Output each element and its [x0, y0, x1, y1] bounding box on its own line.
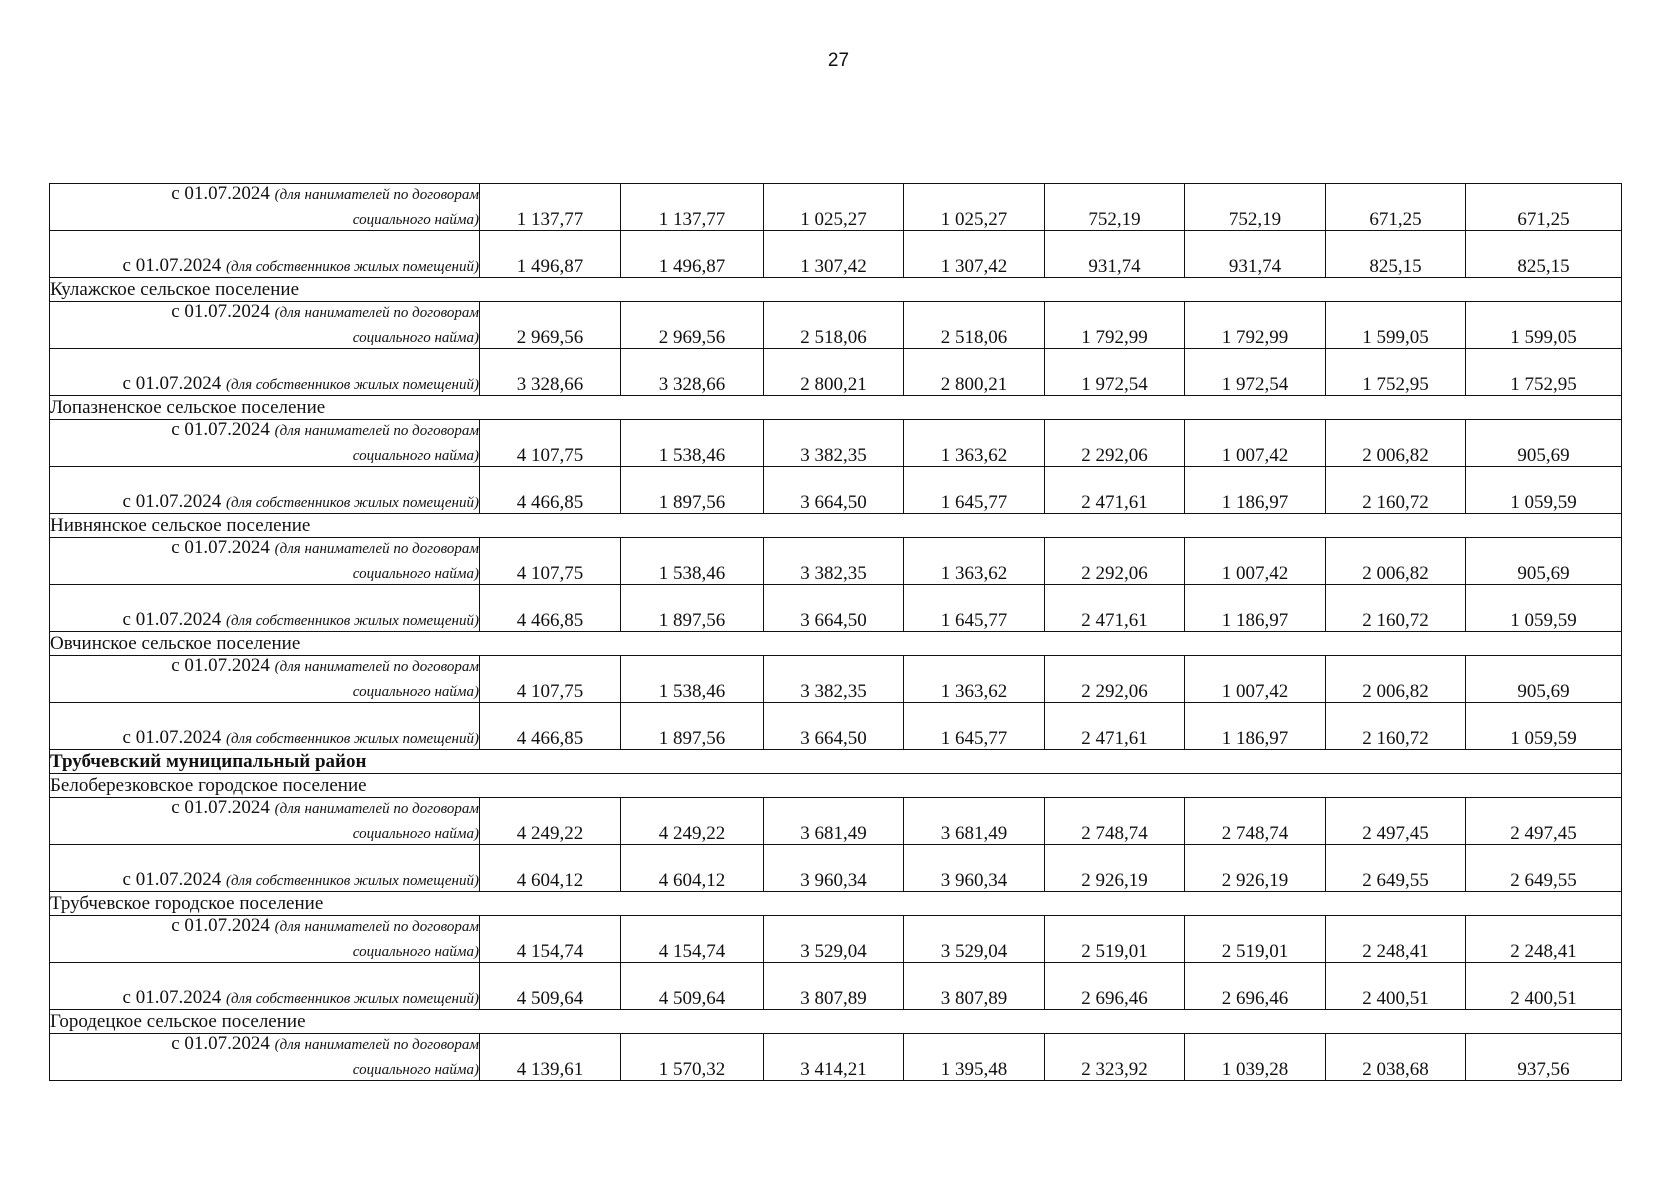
label-line-1	[50, 302, 479, 323]
tenant-note-continuation: социального найма)	[352, 684, 479, 700]
tariff-value: 1 186,97	[1185, 585, 1326, 632]
tariff-row	[50, 420, 1622, 467]
owner-note: (для собственников жилых помещений)	[225, 495, 479, 511]
tariff-value: 2 926,19	[1045, 845, 1185, 892]
settlement-name: Нивнянское сельское поселение	[50, 514, 1622, 538]
effective-date: с 01.07.2024	[122, 255, 222, 276]
tariff-value: 931,74	[1045, 231, 1185, 278]
tariff-value: 752,19	[1185, 184, 1326, 231]
tenant-note-continuation: социального найма)	[352, 330, 479, 346]
tariff-value: 1 025,27	[764, 184, 904, 231]
tariff-value: 3 328,66	[621, 349, 764, 396]
tariff-value: 3 960,34	[764, 845, 904, 892]
tariff-value: 2 323,92	[1045, 1034, 1185, 1081]
tariff-value: 4 604,12	[621, 845, 764, 892]
tariff-row-label	[50, 349, 480, 396]
effective-date: с 01.07.2024	[122, 609, 222, 630]
tariff-row-label	[50, 656, 480, 703]
tariff-row-label	[50, 845, 480, 892]
effective-date: с 01.07.2024	[122, 727, 222, 748]
label-line	[50, 728, 479, 749]
tariff-value: 1 897,56	[621, 585, 764, 632]
settlement-name: Городецкое сельское поселение	[50, 1010, 1622, 1034]
label-line	[50, 988, 479, 1009]
tariff-value: 1 307,42	[904, 231, 1045, 278]
effective-date: с 01.07.2024	[122, 869, 222, 890]
tariff-value: 2 800,21	[764, 349, 904, 396]
tariff-row-label	[50, 963, 480, 1010]
tariff-row-label	[50, 1034, 480, 1081]
tenant-note: (для нанимателей по договорам	[274, 659, 479, 675]
tariff-value: 3 382,35	[764, 420, 904, 467]
tariff-value: 2 471,61	[1045, 703, 1185, 750]
tariff-value: 1 363,62	[904, 538, 1045, 585]
tariff-row-label	[50, 302, 480, 349]
tariff-value: 1 897,56	[621, 703, 764, 750]
tariff-value: 1 645,77	[904, 467, 1045, 514]
tariff-value: 2 160,72	[1326, 703, 1466, 750]
tariff-value: 2 292,06	[1045, 420, 1185, 467]
tariff-row-label	[50, 467, 480, 514]
effective-date: с 01.07.2024	[122, 987, 222, 1008]
label-line	[50, 374, 479, 395]
tariff-value: 1 538,46	[621, 538, 764, 585]
owner-note: (для собственников жилых помещений)	[225, 731, 479, 747]
tariff-value: 2 649,55	[1466, 845, 1622, 892]
tariff-value: 2 969,56	[621, 302, 764, 349]
owner-note: (для собственников жилых помещений)	[225, 613, 479, 629]
tenant-note: (для нанимателей по договорам	[274, 541, 479, 557]
tariff-row	[50, 467, 1622, 514]
tariff-value: 2 696,46	[1045, 963, 1185, 1010]
owner-note: (для собственников жилых помещений)	[225, 259, 479, 275]
tariff-value: 1 039,28	[1185, 1034, 1326, 1081]
settlement-header-row	[50, 774, 1622, 798]
tariff-value: 1 972,54	[1185, 349, 1326, 396]
tariff-value: 937,56	[1466, 1034, 1622, 1081]
tariff-value: 1 363,62	[904, 656, 1045, 703]
tariff-row	[50, 184, 1622, 231]
tariff-value: 1 496,87	[621, 231, 764, 278]
effective-date: с 01.07.2024	[171, 301, 270, 322]
tenant-note-continuation: социального найма)	[352, 1062, 479, 1078]
settlement-header-row	[50, 278, 1622, 302]
tariff-value: 1 137,77	[480, 184, 621, 231]
tariff-value: 3 807,89	[764, 963, 904, 1010]
tariff-row	[50, 798, 1622, 845]
label-line-1	[50, 916, 479, 937]
tariff-value: 3 414,21	[764, 1034, 904, 1081]
tariff-value: 1 972,54	[1045, 349, 1185, 396]
tariff-value: 671,25	[1466, 184, 1622, 231]
tariff-row-label	[50, 703, 480, 750]
tariff-value: 4 107,75	[480, 538, 621, 585]
tariff-value: 2 006,82	[1326, 538, 1466, 585]
tariff-row	[50, 703, 1622, 750]
tariff-value: 3 664,50	[764, 703, 904, 750]
settlement-header-row	[50, 514, 1622, 538]
tariff-value: 2 748,74	[1185, 798, 1326, 845]
tariff-value: 3 529,04	[764, 916, 904, 963]
tariff-value: 2 471,61	[1045, 467, 1185, 514]
tariff-value: 1 007,42	[1185, 656, 1326, 703]
tariff-value: 2 038,68	[1326, 1034, 1466, 1081]
tariff-value: 1 792,99	[1185, 302, 1326, 349]
effective-date: с 01.07.2024	[171, 915, 270, 936]
tariff-row	[50, 538, 1622, 585]
tariff-value: 4 249,22	[480, 798, 621, 845]
label-line-1	[50, 1034, 479, 1055]
tariff-value: 2 519,01	[1185, 916, 1326, 963]
tariff-value: 825,15	[1466, 231, 1622, 278]
label-line-1	[50, 656, 479, 677]
page-number: 27	[827, 50, 850, 71]
tenant-note-continuation: социального найма)	[352, 826, 479, 842]
settlement-name: Белоберезковское городское поселение	[50, 774, 1622, 798]
tariff-value: 1 538,46	[621, 656, 764, 703]
tariff-value: 1 059,59	[1466, 585, 1622, 632]
tariff-value: 4 509,64	[480, 963, 621, 1010]
effective-date: с 01.07.2024	[171, 419, 270, 440]
tariff-value: 905,69	[1466, 420, 1622, 467]
tenant-note: (для нанимателей по договорам	[274, 187, 479, 203]
tariff-value: 1 538,46	[621, 420, 764, 467]
tariff-value: 825,15	[1326, 231, 1466, 278]
effective-date: с 01.07.2024	[171, 183, 270, 204]
tariff-value: 1 186,97	[1185, 467, 1326, 514]
tariff-value: 2 969,56	[480, 302, 621, 349]
tariff-row	[50, 845, 1622, 892]
label-line-1	[50, 420, 479, 441]
tenant-note-continuation: социального найма)	[352, 944, 479, 960]
settlement-name: Трубчевское городское поселение	[50, 892, 1622, 916]
tariff-value: 1 059,59	[1466, 467, 1622, 514]
tariff-value: 2 518,06	[904, 302, 1045, 349]
tariff-row-label	[50, 916, 480, 963]
tariff-value: 1 792,99	[1045, 302, 1185, 349]
tariff-value: 4 466,85	[480, 467, 621, 514]
settlement-name: Кулажское сельское поселение	[50, 278, 1622, 302]
tariff-value: 2 400,51	[1466, 963, 1622, 1010]
tariff-value: 1 570,32	[621, 1034, 764, 1081]
tariff-row-label	[50, 231, 480, 278]
tariff-value: 1 752,95	[1466, 349, 1622, 396]
tariff-value: 1 645,77	[904, 585, 1045, 632]
tariff-value: 2 748,74	[1045, 798, 1185, 845]
tariff-value: 4 466,85	[480, 585, 621, 632]
tariff-row	[50, 916, 1622, 963]
tariff-row-label	[50, 420, 480, 467]
tariff-value: 1 007,42	[1185, 538, 1326, 585]
effective-date: с 01.07.2024	[171, 1033, 270, 1054]
tariff-value: 2 497,45	[1466, 798, 1622, 845]
label-line	[50, 870, 479, 891]
tariff-value: 2 519,01	[1045, 916, 1185, 963]
tariff-row	[50, 349, 1622, 396]
tariff-value: 3 328,66	[480, 349, 621, 396]
owner-note: (для собственников жилых помещений)	[225, 377, 479, 393]
tariff-value: 1 752,95	[1326, 349, 1466, 396]
tariff-value: 2 800,21	[904, 349, 1045, 396]
effective-date: с 01.07.2024	[171, 797, 270, 818]
label-line-1	[50, 184, 479, 205]
tariff-value: 2 471,61	[1045, 585, 1185, 632]
tariff-value: 4 154,74	[621, 916, 764, 963]
tariff-value: 2 160,72	[1326, 467, 1466, 514]
tariff-value: 1 307,42	[764, 231, 904, 278]
tariff-value: 2 292,06	[1045, 538, 1185, 585]
tariff-value: 1 599,05	[1326, 302, 1466, 349]
tariff-value: 4 604,12	[480, 845, 621, 892]
label-line-1	[50, 798, 479, 819]
tariff-row-label	[50, 798, 480, 845]
effective-date: с 01.07.2024	[122, 491, 222, 512]
tariff-row-label	[50, 538, 480, 585]
tariff-value: 1 496,87	[480, 231, 621, 278]
tariff-value: 2 006,82	[1326, 420, 1466, 467]
tariff-value: 2 649,55	[1326, 845, 1466, 892]
tariff-row-label	[50, 585, 480, 632]
tariff-value: 4 107,75	[480, 656, 621, 703]
tenant-note: (для нанимателей по договорам	[274, 1037, 479, 1053]
tariff-value: 2 006,82	[1326, 656, 1466, 703]
tariff-table-body	[50, 184, 1622, 1081]
settlement-header-row	[50, 396, 1622, 420]
tariff-value: 931,74	[1185, 231, 1326, 278]
tariff-value: 4 249,22	[621, 798, 764, 845]
district-header-row	[50, 750, 1622, 774]
tariff-value: 3 681,49	[764, 798, 904, 845]
district-name: Трубчевский муниципальный район	[50, 750, 1622, 774]
tenant-note: (для нанимателей по договорам	[274, 801, 479, 817]
tariff-value: 3 664,50	[764, 467, 904, 514]
tariff-value: 1 137,77	[621, 184, 764, 231]
tariff-value: 1 897,56	[621, 467, 764, 514]
tariff-value: 3 664,50	[764, 585, 904, 632]
tariff-value: 4 139,61	[480, 1034, 621, 1081]
tariff-value: 752,19	[1045, 184, 1185, 231]
tariff-value: 2 292,06	[1045, 656, 1185, 703]
tariff-value: 2 400,51	[1326, 963, 1466, 1010]
owner-note: (для собственников жилых помещений)	[225, 991, 479, 1007]
label-line	[50, 610, 479, 631]
tariff-value: 4 154,74	[480, 916, 621, 963]
tariff-value: 4 466,85	[480, 703, 621, 750]
tariff-value: 1 395,48	[904, 1034, 1045, 1081]
tariff-value: 905,69	[1466, 538, 1622, 585]
tariff-row	[50, 656, 1622, 703]
effective-date: с 01.07.2024	[122, 373, 222, 394]
tariff-value: 2 248,41	[1326, 916, 1466, 963]
tariff-value: 1 059,59	[1466, 703, 1622, 750]
tariff-value: 3 382,35	[764, 538, 904, 585]
tariff-value: 1 363,62	[904, 420, 1045, 467]
tariff-value: 1 645,77	[904, 703, 1045, 750]
tariff-value: 671,25	[1326, 184, 1466, 231]
settlement-name: Лопазненское сельское поселение	[50, 396, 1622, 420]
tenant-note: (для нанимателей по договорам	[274, 919, 479, 935]
tariff-value: 4 107,75	[480, 420, 621, 467]
settlement-header-row	[50, 632, 1622, 656]
owner-note: (для собственников жилых помещений)	[225, 873, 479, 889]
tariff-value: 3 681,49	[904, 798, 1045, 845]
tariff-value: 3 382,35	[764, 656, 904, 703]
tenant-note-continuation: социального найма)	[352, 566, 479, 582]
tariff-row	[50, 585, 1622, 632]
tariff-value: 1 599,05	[1466, 302, 1622, 349]
tariff-value: 2 248,41	[1466, 916, 1622, 963]
tariff-value: 2 926,19	[1185, 845, 1326, 892]
effective-date: с 01.07.2024	[171, 537, 270, 558]
tariff-row-label	[50, 184, 480, 231]
tariff-value: 2 518,06	[764, 302, 904, 349]
tariff-value: 2 160,72	[1326, 585, 1466, 632]
tariff-row	[50, 963, 1622, 1010]
tariff-row	[50, 1034, 1622, 1081]
label-line-1	[50, 538, 479, 559]
tariff-table	[49, 183, 1622, 1081]
tariff-value: 3 807,89	[904, 963, 1045, 1010]
settlement-header-row	[50, 1010, 1622, 1034]
label-line	[50, 492, 479, 513]
tariff-value: 1 025,27	[904, 184, 1045, 231]
tariff-value: 4 509,64	[621, 963, 764, 1010]
tenant-note-continuation: социального найма)	[352, 448, 479, 464]
tariff-value: 1 186,97	[1185, 703, 1326, 750]
settlement-name: Овчинское сельское поселение	[50, 632, 1622, 656]
tariff-value: 905,69	[1466, 656, 1622, 703]
tariff-value: 2 696,46	[1185, 963, 1326, 1010]
tariff-row	[50, 302, 1622, 349]
tariff-value: 1 007,42	[1185, 420, 1326, 467]
tariff-value: 2 497,45	[1326, 798, 1466, 845]
tariff-value: 3 960,34	[904, 845, 1045, 892]
effective-date: с 01.07.2024	[171, 655, 270, 676]
tariff-row	[50, 231, 1622, 278]
tenant-note: (для нанимателей по договорам	[274, 423, 479, 439]
settlement-header-row	[50, 892, 1622, 916]
tenant-note: (для нанимателей по договорам	[274, 305, 479, 321]
label-line	[50, 256, 479, 277]
tariff-value: 3 529,04	[904, 916, 1045, 963]
tenant-note-continuation: социального найма)	[352, 212, 479, 228]
